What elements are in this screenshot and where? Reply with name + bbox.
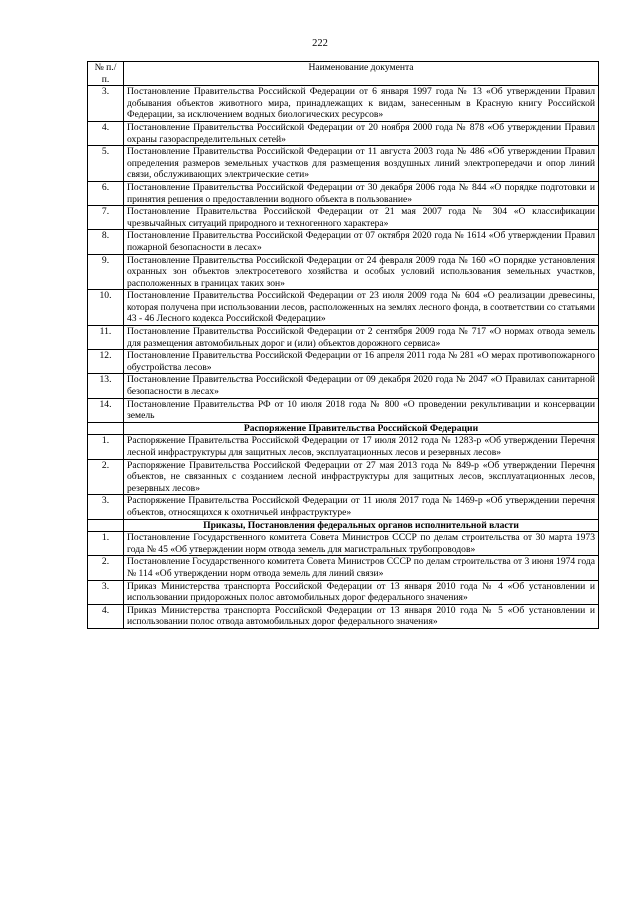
- document-title: Постановление Правительства Российской Федерации от 21 мая 2007 года № 304 «О классификации чрезвычайных ситуаций природного и техногенного характера»: [124, 206, 599, 230]
- table-row: [88, 604, 599, 628]
- document-title: Постановление Государственного комитета Совета Министров СССР по делам строительства от 30 марта 1973 года № 45 «Об утверждении норм отвода земель для магистральных трубопроводов»: [124, 532, 599, 556]
- document-title: Постановление Правительства Российской Федерации от 2 сентября 2009 года № 717 «О нормах отвода земель для размещения автомобильных дорог и (или) объектов дорожного сервиса»: [124, 326, 599, 350]
- document-title: Постановление Правительства Российской Федерации от 11 августа 2003 года № 486 «Об утверждении Правил определения размеров земельных участков для размещения воздушных линий электропередачи и опор линий связи, обслуживающих электрические сети»: [124, 146, 599, 182]
- row-number: 3.: [88, 580, 124, 604]
- table-row: [88, 146, 599, 182]
- row-number: 5.: [88, 146, 124, 182]
- table-row: [88, 121, 599, 145]
- row-number: 8.: [88, 230, 124, 254]
- row-number: 7.: [88, 206, 124, 230]
- page-number: 222: [312, 38, 328, 49]
- table-row: [88, 254, 599, 290]
- document-title: Постановление Правительства РФ от 10 июля 2018 года № 800 «О проведении рекультивации и консервации земель: [124, 398, 599, 422]
- table-row: [88, 398, 599, 422]
- table-row: [88, 290, 599, 326]
- document-title: Распоряжение Правительства Российской Федерации от 17 июля 2012 года № 1283-р «Об утверждении Перечня лесной инфраструктуры для защитных лесов, эксплуатационных лесов и резервных лесов»: [124, 435, 599, 459]
- row-number: 4.: [88, 121, 124, 145]
- table-row: [88, 459, 599, 495]
- section-heading-row: [88, 519, 599, 532]
- row-number: 12.: [88, 350, 124, 374]
- row-number: 1.: [88, 435, 124, 459]
- document-title: Постановление Правительства Российской Федерации от 09 декабря 2020 года № 2047 «О Правилах санитарной безопасности в лесах»: [124, 374, 599, 398]
- table-row: [88, 230, 599, 254]
- document-title: Постановление Правительства Российской Федерации от 30 декабря 2006 года № 844 «О порядке подготовки и принятия решения о предоставлении водного объекта в пользование»: [124, 181, 599, 205]
- section-heading-empty-cell: [88, 422, 124, 435]
- table-row: [88, 435, 599, 459]
- row-number: 9.: [88, 254, 124, 290]
- row-number: 4.: [88, 604, 124, 628]
- row-number: 2.: [88, 556, 124, 580]
- table-row: [88, 532, 599, 556]
- row-number: 3.: [88, 495, 124, 519]
- document-title: Постановление Правительства Российской Федерации от 20 ноября 2000 года № 878 «Об утверждении Правил охраны газораспределительных сетей»: [124, 121, 599, 145]
- document-title: Постановление Правительства Российской Федерации от 07 октября 2020 года № 1614 «Об утверждении Правил пожарной безопасности в лесах»: [124, 230, 599, 254]
- table-body: [88, 86, 599, 629]
- table-row: [88, 181, 599, 205]
- document-title: Распоряжение Правительства Российской Федерации от 27 мая 2013 года № 849-р «Об утверждении Перечня объектов, не связанных с созданием лесной инфраструктуры для защитных лесов, эксплуатационных лесов, резервных лесов»: [124, 459, 599, 495]
- section-heading: Приказы, Постановления федеральных органов исполнительной власти: [124, 519, 599, 532]
- table-row: [88, 495, 599, 519]
- header-number: № п./п.: [88, 62, 124, 86]
- table-row: [88, 206, 599, 230]
- section-heading: Распоряжение Правительства Российской Федерации: [124, 422, 599, 435]
- table-row: [88, 86, 599, 122]
- table-row: [88, 580, 599, 604]
- table-row: [88, 326, 599, 350]
- table-row: [88, 374, 599, 398]
- row-number: 1.: [88, 532, 124, 556]
- table-header-row: [88, 62, 599, 86]
- row-number: 11.: [88, 326, 124, 350]
- document-title: Постановление Государственного комитета Совета Министров СССР по делам строительства от 3 июня 1974 года № 114 «Об утверждении норм отвода земель для линий связи»: [124, 556, 599, 580]
- section-heading-row: [88, 422, 599, 435]
- document-title: Приказ Министерства транспорта Российской Федерации от 13 января 2010 года № 4 «Об установлении и использовании придорожных полос автомобильных дорог федерального значения»: [124, 580, 599, 604]
- table-row: [88, 556, 599, 580]
- row-number: 6.: [88, 181, 124, 205]
- row-number: 13.: [88, 374, 124, 398]
- document-title: Приказ Министерства транспорта Российской Федерации от 13 января 2010 года № 5 «Об установлении и использовании полос отвода автомобильных дорог федерального значения»: [124, 604, 599, 628]
- header-document-name: Наименование документа: [124, 62, 599, 86]
- row-number: 2.: [88, 459, 124, 495]
- document-title: Распоряжение Правительства Российской Федерации от 11 июля 2017 года № 1469-р «Об утверждении перечня объектов, относящихся к охотничьей инфраструктуре»: [124, 495, 599, 519]
- section-heading-empty-cell: [88, 519, 124, 532]
- document-title: Постановление Правительства Российской Федерации от 23 июля 2009 года № 604 «О реализации древесины, которая получена при использовании лесов, расположенных на землях лесного фонда, в соответствии со статьями 43 - 46 Лесного кодекса Российской Федерации»: [124, 290, 599, 326]
- documents-table: [87, 61, 599, 629]
- table-row: [88, 350, 599, 374]
- row-number: 10.: [88, 290, 124, 326]
- document-title: Постановление Правительства Российской Федерации от 16 апреля 2011 года № 281 «О мерах противопожарного обустройства лесов»: [124, 350, 599, 374]
- document-title: Постановление Правительства Российской Федерации от 6 января 1997 года № 13 «Об утверждении Правил добывания объектов животного мира, принадлежащих к видам, занесенным в Красную книгу Российской Федерации, за исключением водных биологических ресурсов»: [124, 86, 599, 122]
- row-number: 14.: [88, 398, 124, 422]
- document-title: Постановление Правительства Российской Федерации от 24 февраля 2009 года № 160 «О порядке установления охранных зон объектов электросетевого хозяйства и особых условий использования земельных участков, расположенных в границах таких зон»: [124, 254, 599, 290]
- row-number: 3.: [88, 86, 124, 122]
